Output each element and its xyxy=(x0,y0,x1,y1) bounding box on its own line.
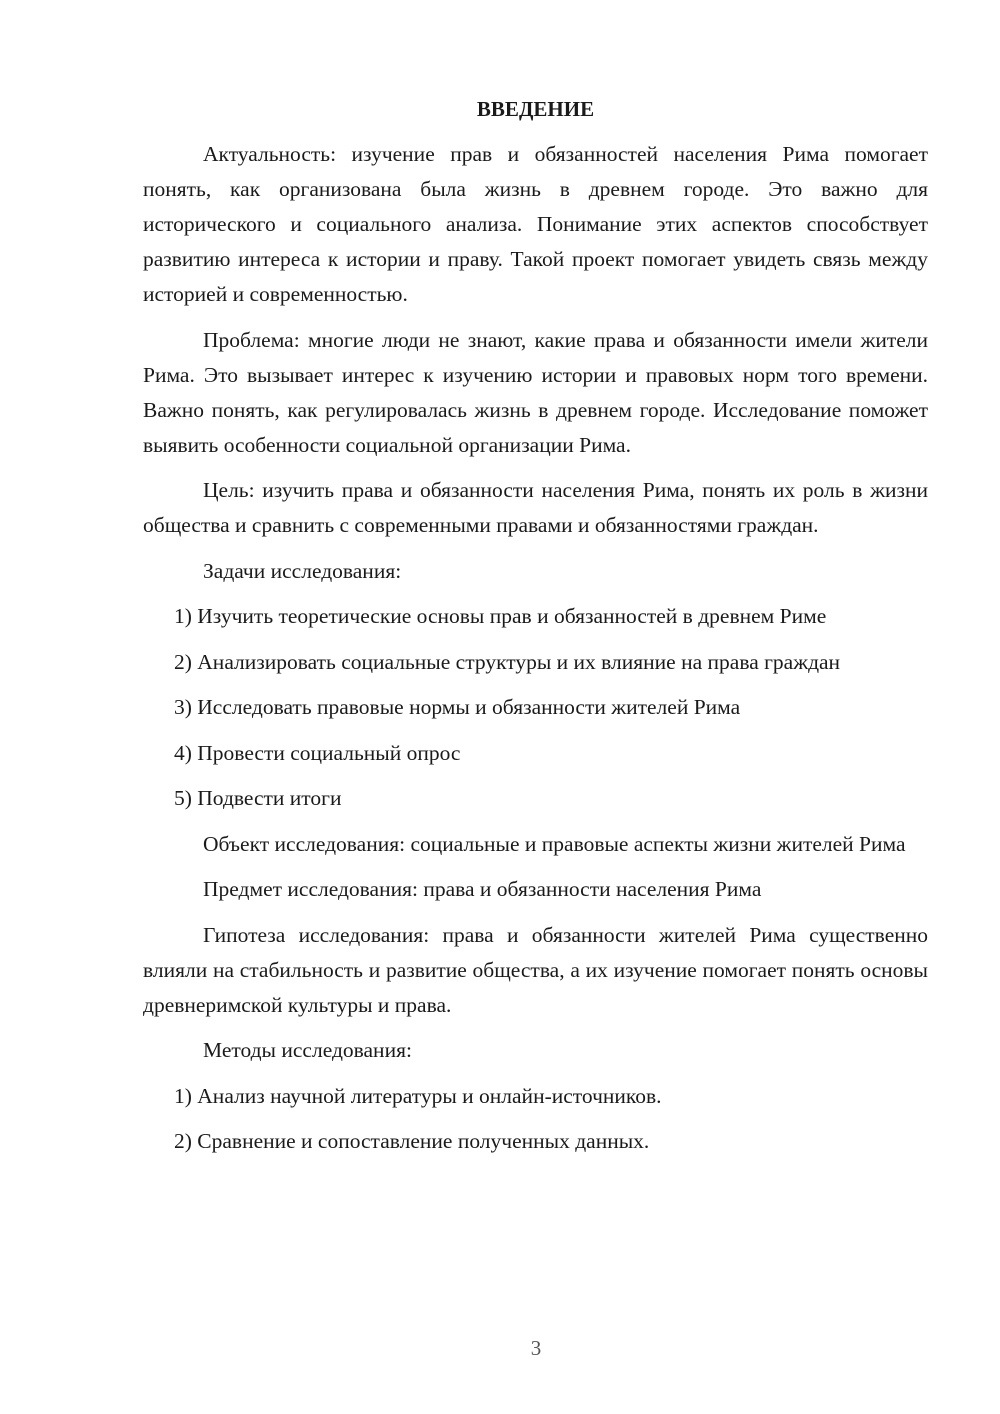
task-item-2: 2) Анализировать социальные структуры и их влияние на права граждан xyxy=(174,649,841,674)
object-paragraph: Объект исследования: социальные и правовые аспекты жизни жителей Рима xyxy=(203,831,906,856)
page-number: 3 xyxy=(530,1336,542,1360)
method-item-2: 2) Сравнение и сопоставление полученных данных. xyxy=(174,1129,650,1153)
section-title: ВВЕДЕНИЕ xyxy=(476,97,595,121)
hypothesis-paragraph: Гипотеза исследования: права и обязанности жителей Рима существенно влияли на стабильность и развитие общества, а их изучение помогает понять основы древнеримской культуры и права. xyxy=(143,922,928,1017)
problem-paragraph: Проблема: многие люди не знают, какие права и обязанности имели жители Рима. Это вызывает интерес к изучению истории и правовых норм того времени. Важно понять, как регулировалась жизнь в древнем городе. Исследование поможет выявить особенности социальной организации Рима. xyxy=(143,327,928,457)
subject-paragraph: Предмет исследования: права и обязанности населения Рима xyxy=(203,877,762,901)
task-item-5: 5) Подвести итоги xyxy=(174,786,342,810)
task-item-3: 3) Исследовать правовые нормы и обязанности жителей Рима xyxy=(174,695,741,719)
methods-heading: Методы исследования: xyxy=(203,1038,412,1062)
method-item-1: 1) Анализ научной литературы и онлайн-источников. xyxy=(174,1083,662,1108)
tasks-heading: Задачи исследования: xyxy=(203,558,402,583)
task-item-4: 4) Провести социальный опрос xyxy=(174,740,461,765)
goal-paragraph: Цель: изучить права и обязанности населения Рима, понять их роль в жизни общества и сравнить с современными правами и обязанностями граждан. xyxy=(143,478,928,537)
relevance-paragraph: Актуальность: изучение прав и обязанностей населения Рима помогает понять, как организована была жизнь в древнем городе. Это важно для исторического и социального анализа. Понимание этих аспектов способствует развитию интереса к истории и праву. Такой проект помогает увидеть связь между историей и современностью. xyxy=(143,142,928,306)
document-body xyxy=(143,92,928,1170)
task-item-1: 1) Изучить теоретические основы прав и обязанностей в древнем Риме xyxy=(174,604,827,628)
